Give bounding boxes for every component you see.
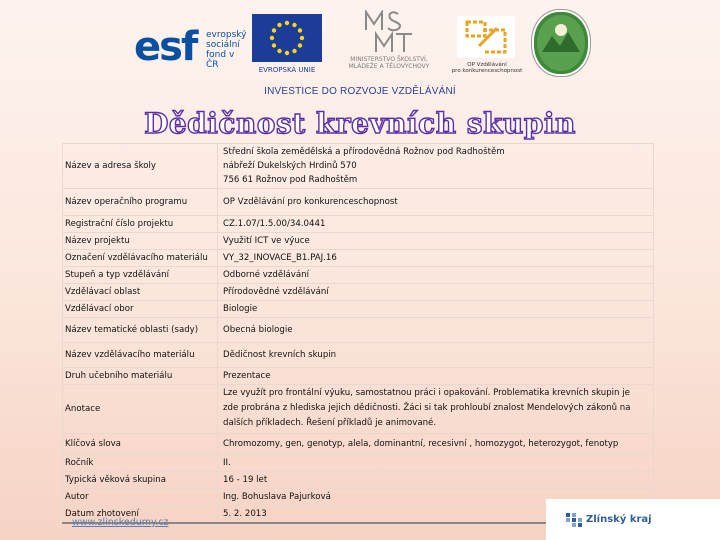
row-value: Prezentace [218, 368, 654, 385]
table-row [63, 216, 654, 233]
eu-logo [252, 10, 322, 76]
table-row [63, 267, 654, 284]
row-key: Druh učebního materiálu [63, 368, 218, 385]
emblem-icon [532, 10, 590, 76]
table-row [63, 284, 654, 301]
row-key: Název projektu [63, 233, 218, 250]
row-key: Autor [63, 488, 218, 505]
row-value: Lze využít pro frontální výuku, samostatnou práci i opakování. Problematika krevních skupin je zde probrána z hlediska jejich dědičnosti. Žáci si tak prohloubí znalost Mendelových zákonů na dalších příkladech. Řešení příkladů je animované. [218, 385, 654, 434]
msmt-logo [334, 10, 444, 76]
row-value: VY_32_INOVACE_B1.PAJ.16 [218, 250, 654, 267]
row-key: Datum zhotovení [63, 505, 218, 523]
table-row [63, 233, 654, 250]
footer-website-link[interactable]: www.zlinskedumy.cz [72, 517, 169, 528]
info-table [62, 143, 654, 524]
row-value: OP Vzdělávání pro konkurenceschopnost [218, 189, 654, 216]
row-value: Dědičnost krevních skupin [218, 343, 654, 368]
table-row [63, 343, 654, 368]
row-key: Typická věková skupina [63, 471, 218, 488]
zlinsky-kraj-text: Zlínský kraj [586, 514, 652, 525]
row-value: Ing. Bohuslava Pajurková [218, 488, 654, 505]
eu-text: EVROPSKÁ UNIE [258, 66, 316, 74]
investice-banner: INVESTICE DO ROZVOJE VZDĚLÁVÁNÍ [264, 86, 456, 97]
row-key: Název vzdělávacího materiálu [63, 343, 218, 368]
zlin-region-emblem [530, 10, 588, 76]
msmt-mark-icon [362, 10, 416, 54]
row-key: Stupeň a typ vzdělávání [63, 267, 218, 284]
row-key: Anotace [63, 385, 218, 434]
table-row [63, 250, 654, 267]
row-value: 5. 2. 2013 [218, 505, 654, 523]
op-mark-icon [457, 16, 515, 58]
table-row [63, 433, 654, 454]
row-value: Chromozomy, gen, genotyp, alela, dominantní, recesivní , homozygot, heterozygot, fenotyp [218, 433, 654, 454]
row-key: Název a adresa školy [63, 144, 218, 189]
row-value: 16 - 19 let [218, 471, 654, 488]
logo-bar [134, 10, 588, 78]
esf-logo [134, 16, 249, 76]
page-title: Dědičnost krevních skupin [144, 107, 576, 140]
row-value: Biologie [218, 301, 654, 318]
eu-flag-icon [252, 14, 322, 62]
table-row [63, 368, 654, 385]
row-value: Přírodovědné vzdělávání [218, 284, 654, 301]
row-value: Využití ICT ve výuce [218, 233, 654, 250]
table-row [63, 385, 654, 434]
row-key: Klíčová slova [63, 433, 218, 454]
row-key: Registrační číslo projektu [63, 216, 218, 233]
op-text: OP Vzdělávání pro konkurenceschopnost [451, 62, 523, 74]
esf-mark: esf [134, 24, 197, 70]
msmt-text: MINISTERSTVO ŠKOLSTVÍ, MLÁDEŽE A TĚLOVÝCHOVY [348, 56, 430, 70]
zlinsky-kraj-logo [546, 499, 720, 540]
table-row [63, 301, 654, 318]
row-value: Odborné vzdělávání [218, 267, 654, 284]
table-row [63, 189, 654, 216]
table-row [63, 471, 654, 488]
row-value: Obecná biologie [218, 318, 654, 343]
row-value: Střední škola zemědělská a přírodovědná Rožnov pod Radhoštěm nábřeží Dukelských Hrdinů 570 756 61 Rožnov pod Radhoštěm [218, 144, 654, 189]
zlinsky-kraj-mark-icon [566, 513, 582, 527]
row-key: Název tematické oblasti (sady) [63, 318, 218, 343]
op-logo [451, 10, 523, 76]
row-key: Označení vzdělávacího materiálu [63, 250, 218, 267]
row-key: Název operačního programu [63, 189, 218, 216]
row-value: CZ.1.07/1.5.00/34.0441 [218, 216, 654, 233]
row-key: Vzdělávací obor [63, 301, 218, 318]
row-value: II. [218, 454, 654, 471]
row-key: Vzdělávací oblast [63, 284, 218, 301]
row-key: Ročník [63, 454, 218, 471]
esf-text: evropský sociální fond v ČR [206, 30, 247, 70]
table-row [63, 144, 654, 189]
table-row [63, 454, 654, 471]
table-row [63, 318, 654, 343]
